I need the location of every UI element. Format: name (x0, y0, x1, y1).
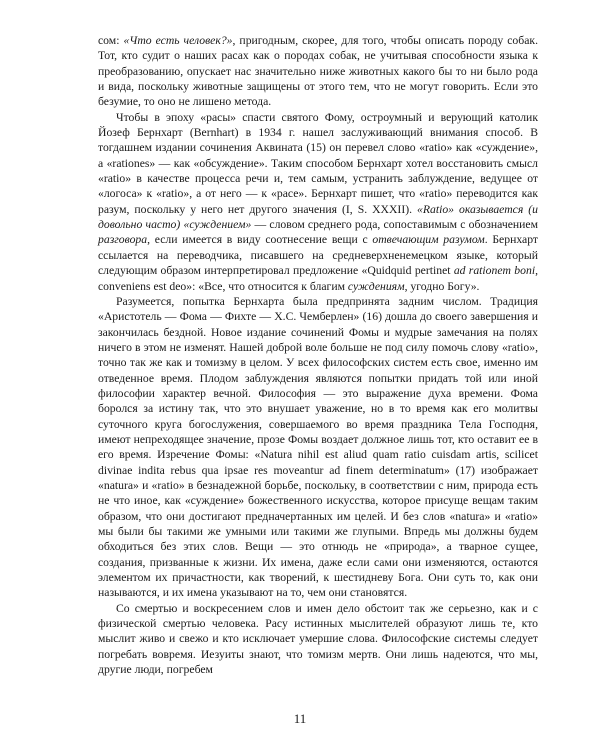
italic-run: отвечающим разумом (372, 233, 485, 247)
text-run: , если имеется в виду соотнесение вещи с (147, 233, 373, 247)
italic-run: разговора (98, 233, 148, 247)
text-run: Разумеется, попытка Бернхарта была предпринята задним числом. Традиция «Аристотель — Фома — Фихте — Х.С. Чемберлен» (16) дошла до своего завершения и закончилась бездной. Новое издание сочинений Фомы и мудрые замечания на полях ничего в этом не изменят. Нашей доброй воле больше не под силу помочь слову «ratio», точно так же как и томизму в целом. У всех философских систем есть свое, именно им отведенное время. Плодом заблуждения являются попытки придать той или иной философии характер вечной. Философия — это выражение духа времени. Фома боролся за истину так, что это внушает уважение, но в то время как его молитвы суточного круга богослужения, совершаемого во время праздника Тела Господня, имеют непреходящее значение, прозе Фомы воздает должное лишь тот, кто оставит ее в его время. Изречение Фомы: «Natura nihil est aliud quam ratio cuisdam artis, scilicet divinae indita rebus qua ipsae res moveantur ad finem determinatum» (17) изображает «natura» и «ratio» в безнадежной борьбе, поскольку, в соответствии с ним, природа есть не что иное, как «суждение» божественного искусства, которое присуще вещам таким образом, что они достигают предначертанных им целей. И без слов «natura» и «ratio» мы были бы такими же умными или такими же глупыми. Впредь мы должны будем обходиться без этих слов. Вещи — это отнюдь не «природа», а тварное сущее, создания, призванные к жизни. Их имена, даже если сами они изменяются, остаются элементом их причастности, как творений, к шестидневу Бога. Они суть то, как они называются, и их имена указывают на то, чем они становятся. (98, 294, 538, 600)
text-run: Со смертью и воскресением слов и имен дело обстоит так же серьезно, как и с физической смертью человека. Расу истинных мыслителей образуют лишь те, кто мыслит живо и свежо и кто исключает умершие слова. Философские системы следует погребать вовремя. Иезуиты знают, что томизм мертв. Они лишь надеются, что мы, другие люди, погребем (98, 601, 538, 677)
page-text-block (98, 33, 538, 677)
text-run: Чтобы в эпоху «расы» спасти святого Фому, остроумный и верующий католик Йозеф Бернхарт (Bernhart) в 1934 г. нашел заслуживающий внимания способ. В тогдашнем издании сочинения Аквината (15) он перевел слово «ratio» как «суждение», а «rationes» — как «обсуждение». Таким способом Бернхарт хотел восстановить смысл «ratio» в качестве процесса речи и, тем самым, устранить заблуждение, ведущее от «логоса» к «ratio», а от него — к «расе». Бернхарт пишет, что «ratio» переводится как разум, поскольку у него нет другого значения (I, S. XXXII). (98, 110, 538, 216)
italic-run: «Ratio» оказывается (и довольно часто) «суждением» (98, 202, 538, 232)
text-run: сом: (98, 34, 124, 47)
text-run: — словом среднего рода, сопоставимым с обозначением (251, 218, 539, 232)
italic-run: суждениям (347, 279, 405, 293)
text-run: . Бернхарт ссылается на переводчика, писавшего на средневерхненемецком языке, который следующим образом интерпретировал предложение «Quidquid pertinet (98, 233, 539, 278)
paragraph-1 (98, 33, 538, 110)
text-run: , conveniens est deo»: «Все, что относится к благим (98, 264, 538, 293)
paragraph-4 (98, 601, 538, 678)
text-run: , пригодным, скорее, для того, чтобы описать породу собак. Тот, кто судит о наших расах как о породах собак, не учитывая способности языка к преобразованию, опускает нас значительно ниже животных какого бы то ни было рода и вида, поскольку животные защищены от этого тем, что не могут говорить. Если это безумие, то оно не лишено метода. (98, 34, 538, 109)
page-number: 11 (293, 711, 307, 726)
paragraph-2 (98, 110, 538, 294)
text-run: , угодно Богу». (404, 279, 480, 293)
italic-run: «Что есть человек?» (123, 34, 233, 47)
paragraph-3 (98, 294, 538, 601)
italic-run: ad rationem boni (453, 264, 536, 278)
